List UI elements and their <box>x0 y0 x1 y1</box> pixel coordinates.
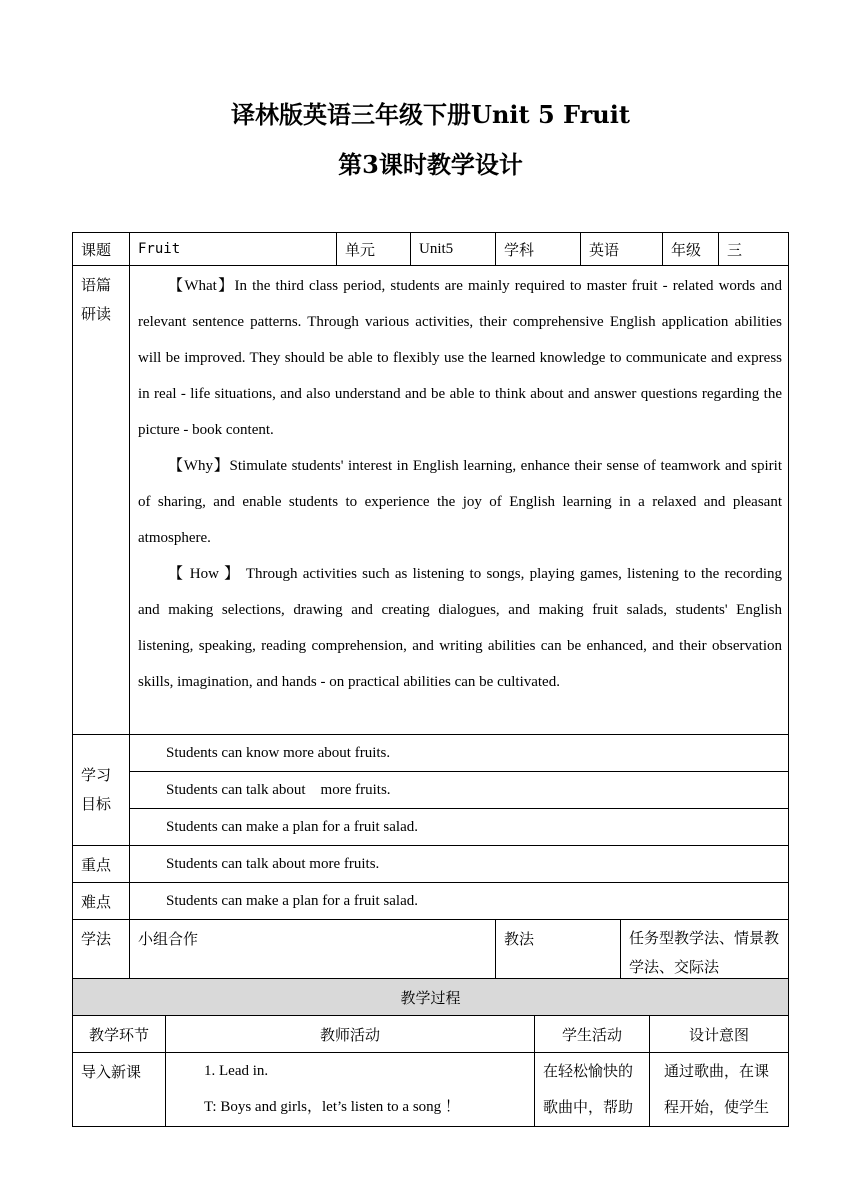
document-title: 译林版英语三年级下册Unit 5 Fruit <box>231 100 630 129</box>
grade-label: 年级 <box>663 233 719 266</box>
process-design-intent: 通过歌曲，在课程开始，使学生 <box>650 1053 789 1127</box>
process-header-intent: 设计意图 <box>650 1016 789 1053</box>
key-point-value: Students can talk about more fruits. <box>130 846 789 883</box>
process-header-teacher: 教师活动 <box>166 1016 535 1053</box>
teaching-method-label: 教法 <box>496 920 621 983</box>
lesson-info-table <box>72 232 789 983</box>
learning-method-label: 学法 <box>73 920 130 983</box>
subject-label: 学科 <box>496 233 581 266</box>
reading-content <box>130 266 789 735</box>
difficulty-value: Students can make a plan for a fruit salad. <box>130 883 789 920</box>
key-point-label: 重点 <box>73 846 130 883</box>
reading-how: 【 How 】 Through activities such as listening to songs, playing games, listening to the recording and making selections, drawing and creating dialogues, and making fruit salads, students' English listening, speaking, reading comprehension, and writing abilities can be enhanced, and their observation skills, imagination, and hands - on practical abilities can be cultivated. <box>138 566 783 690</box>
process-stage: 导入新课 <box>73 1053 166 1127</box>
reading-why: 【Why】Stimulate students' interest in English learning, enhance their sense of teamwork and spirit of sharing, and enable students to experience the joy of English learning in a relaxed and pleasant atmosphere. <box>138 458 783 546</box>
grade-value: 三 <box>719 233 789 266</box>
objectives-label: 学习目标 <box>73 735 130 846</box>
unit-label: 单元 <box>337 233 411 266</box>
teaching-method-value: 任务型教学法、情景教学法、交际法 <box>621 920 789 983</box>
process-header-student: 学生活动 <box>535 1016 650 1053</box>
objective-item: Students can make a plan for a fruit salad. <box>130 809 789 846</box>
topic-value: Fruit <box>130 233 337 266</box>
topic-label: 课题 <box>73 233 130 266</box>
subject-value: 英语 <box>581 233 663 266</box>
objective-item: Students can know more about fruits. <box>130 735 789 772</box>
unit-value: Unit5 <box>411 233 496 266</box>
teaching-process-table <box>72 978 789 1127</box>
objective-item: Students can talk about more fruits. <box>130 772 789 809</box>
reading-label: 语篇研读 <box>73 266 130 735</box>
process-header-stage: 教学环节 <box>73 1016 166 1053</box>
difficulty-label: 难点 <box>73 883 130 920</box>
teacher-line: 1. Lead in. <box>204 1063 269 1079</box>
teacher-line: T: Boys and girls，let’s listen to a song ！ <box>204 1099 460 1115</box>
process-teacher-activity <box>166 1053 535 1127</box>
reading-what: 【What】In the third class period, students are mainly required to master fruit - related words and relevant sentence patterns. Through various activities, their comprehensive English application abilities will be improved. They should be able to flexibly use the learned knowledge to communicate and express in real - life situations, and also understand and be able to think about and answer questions regarding the picture - book content. <box>138 278 783 438</box>
process-student-activity: 在轻松愉快的歌曲中，帮助 <box>535 1053 650 1127</box>
document-subtitle: 第3课时教学设计 <box>338 150 523 179</box>
learning-method-value: 小组合作 <box>130 920 496 983</box>
process-title: 教学过程 <box>73 979 789 1016</box>
